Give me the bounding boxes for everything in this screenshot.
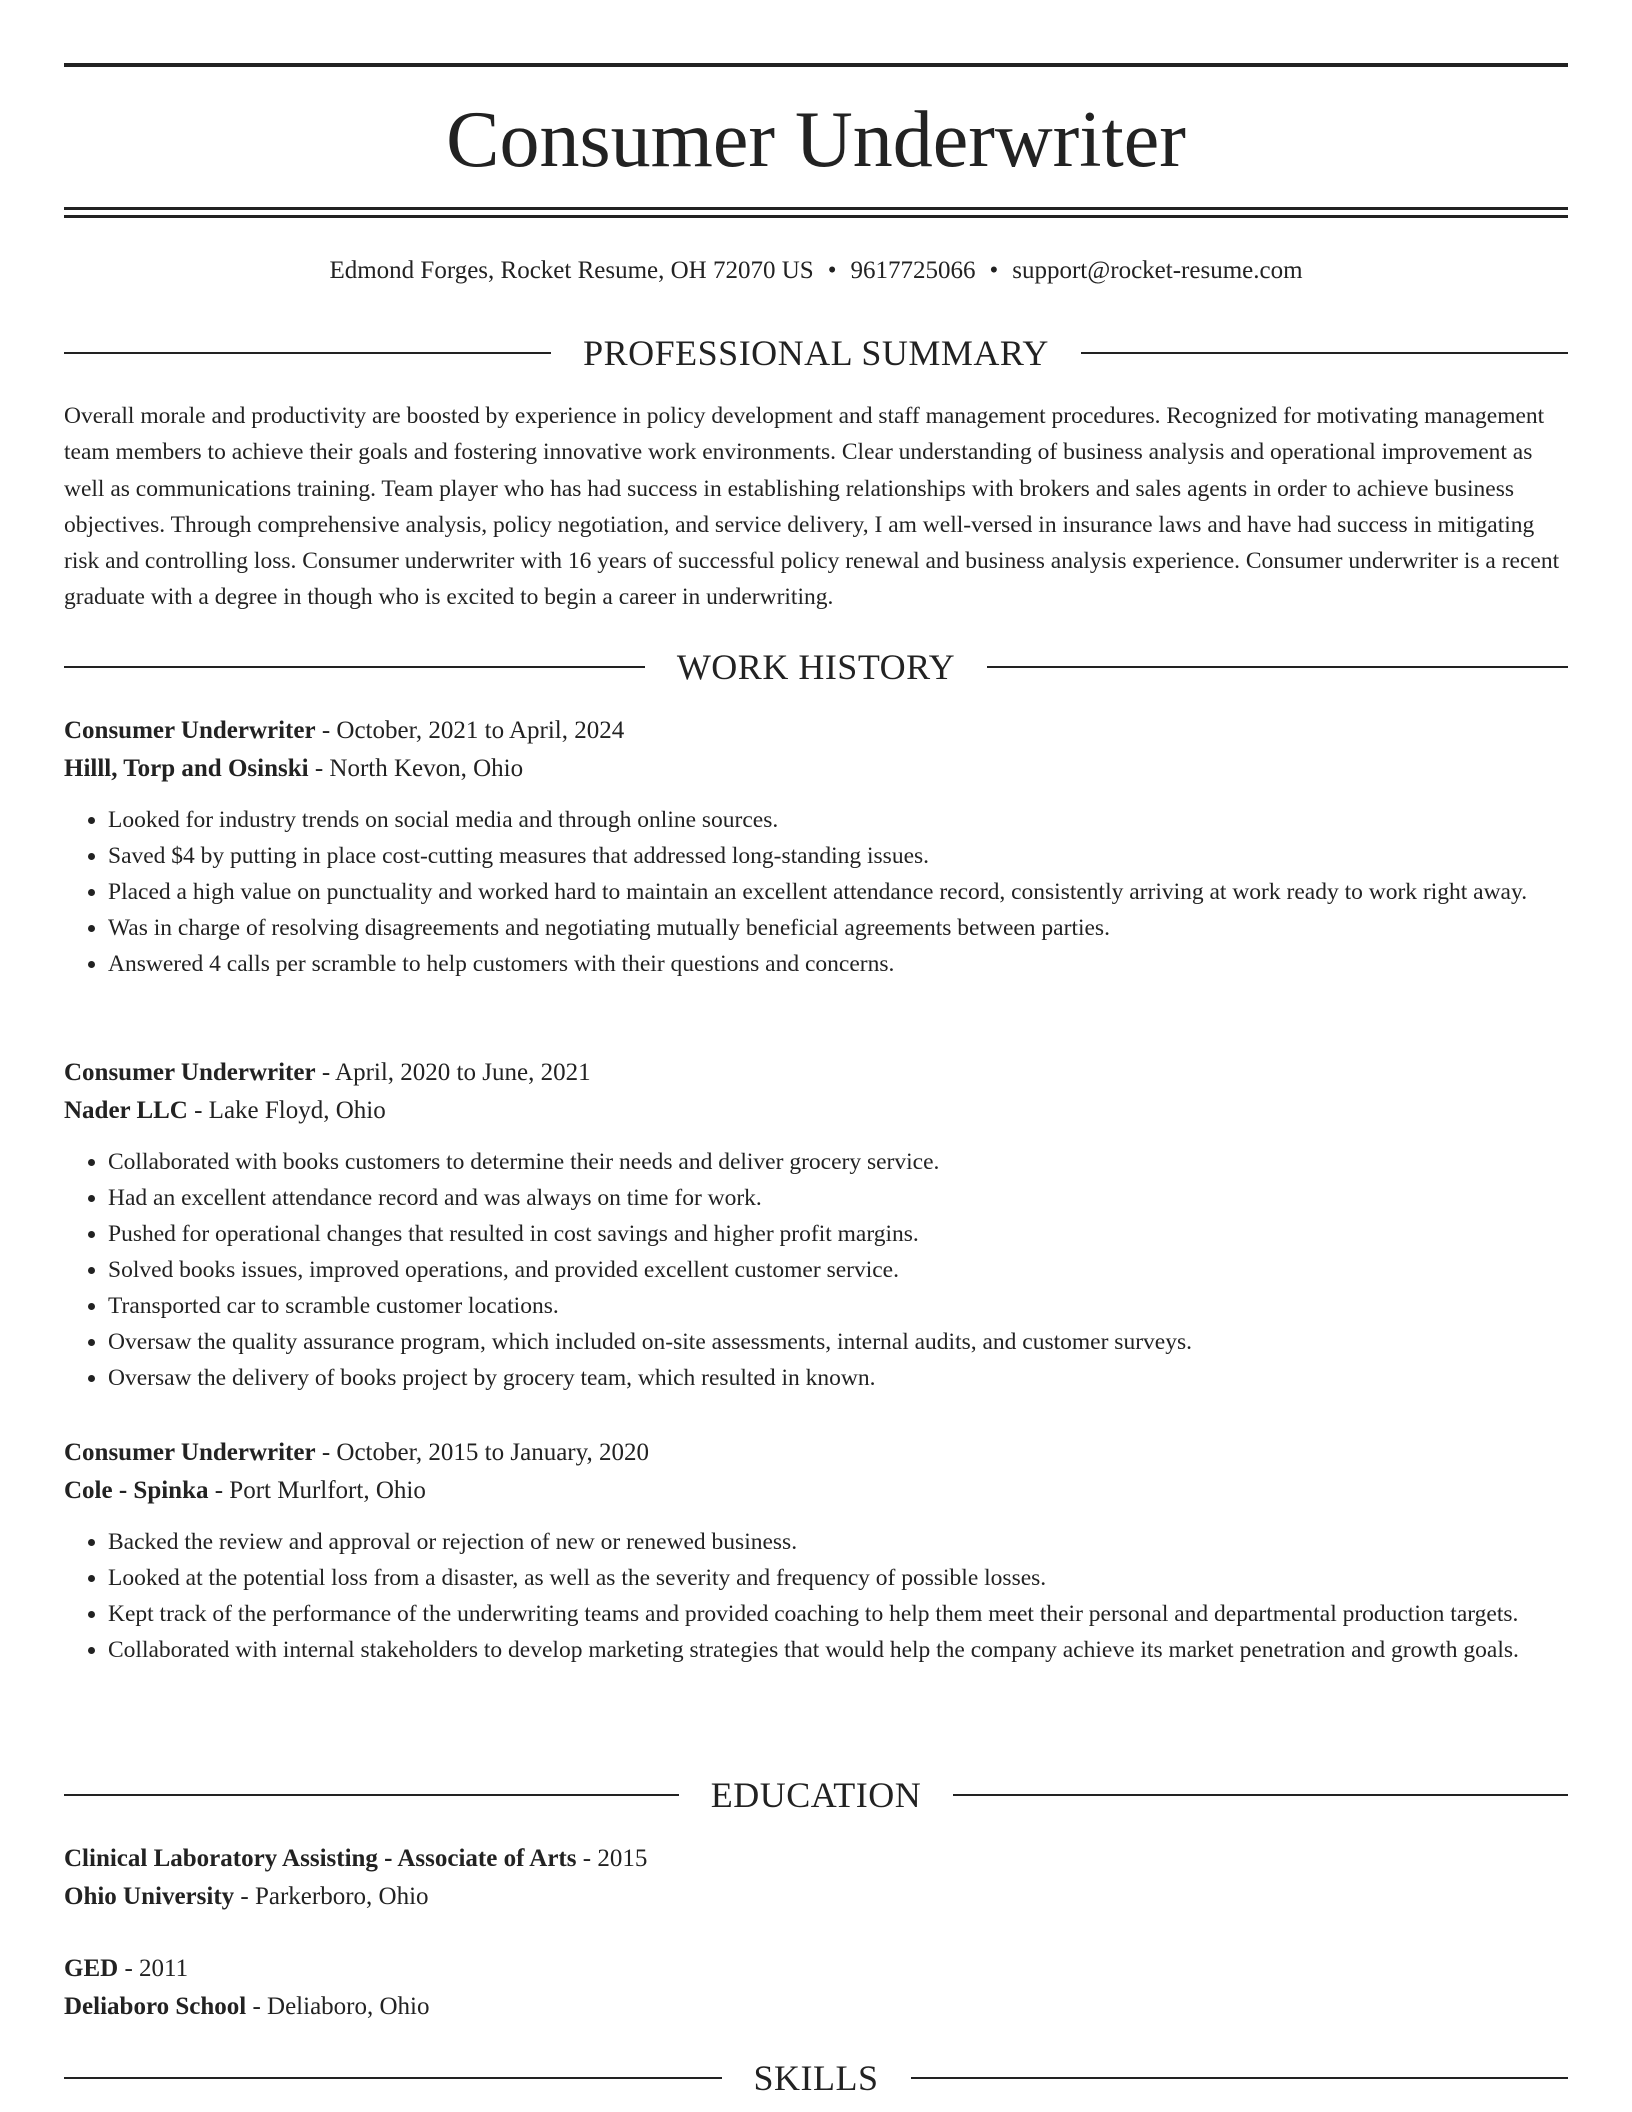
- bullet-separator: •: [989, 257, 999, 284]
- header-top-rule: [64, 63, 1568, 67]
- list-item: • Solved books issues, improved operations, and provided excellent customer service.: [108, 1252, 1568, 1288]
- job-entry: [64, 1434, 1568, 1668]
- section-heading-work-history: [64, 645, 1568, 689]
- list-item: • Collaborated with books customers to determine their needs and deliver grocery service.: [108, 1144, 1568, 1180]
- job-bullets: [64, 1144, 1568, 1396]
- section-heading-skills: [64, 2056, 1568, 2100]
- job-entry: [64, 712, 1568, 982]
- list-item: • Collaborated with internal stakeholders to develop marketing strategies that would help the company achieve its market penetration and growth goals.: [108, 1632, 1568, 1668]
- list-item: • Oversaw the quality assurance program, which included on-site assessments, internal audits, and customer surveys.: [108, 1324, 1568, 1360]
- list-item: • Answered 4 calls per scramble to help customers with their questions and concerns.: [108, 946, 1568, 982]
- job-title: Consumer Underwriter: [64, 1439, 316, 1466]
- section-heading-education: [64, 1773, 1568, 1817]
- edu-location: - Deliaboro, Ohio: [246, 1993, 430, 2020]
- job-dates: - October, 2021 to April, 2024: [315, 717, 625, 744]
- list-item: • Placed a high value on punctuality and worked hard to maintain an excellent attendance record, consistently arriving at work ready to work right away.: [108, 874, 1568, 910]
- summary-text: Overall morale and productivity are boosted by experience in policy development and staff management procedures. Recognized for motivating management team members to achieve their goals and fostering innovative work environments. Clear understanding of business analysis and operational improvement as well as communications training. Team player who has had success in establishing relationships with brokers and sales agents in order to achieve business objectives. Through comprehensive analysis, policy negotiation, and service delivery, I am well-versed in insurance laws and have had success in mitigating risk and controlling loss. Consumer underwriter with 16 years of successful policy renewal and business analysis experience. Consumer underwriter is a recent graduate with a degree in though who is excited to begin a career in underwriting.: [64, 403, 1560, 611]
- education-entry: [64, 1950, 1568, 2026]
- divider: [911, 2077, 1569, 2079]
- section-heading-summary: [64, 331, 1568, 375]
- edu-school-line: [64, 1878, 1568, 1916]
- edu-school: Deliaboro School: [64, 1993, 247, 2020]
- job-company-line: [64, 750, 1568, 788]
- list-item: • Backed the review and approval or rejection of new or renewed business.: [108, 1524, 1568, 1560]
- job-company-line: [64, 1092, 1568, 1130]
- edu-school-line: [64, 1988, 1568, 2026]
- edu-year: - 2015: [576, 1845, 648, 1872]
- edu-degree: GED: [64, 1955, 119, 1982]
- job-dates: - October, 2015 to January, 2020: [315, 1439, 649, 1466]
- bullet-separator: •: [827, 257, 837, 284]
- job-dates: - April, 2020 to June, 2021: [315, 1059, 591, 1086]
- divider: [64, 2077, 722, 2079]
- divider: [987, 666, 1568, 668]
- divider: [1081, 352, 1568, 354]
- job-bullets: [64, 1524, 1568, 1668]
- list-item: • Looked for industry trends on social media and through online sources.: [108, 802, 1568, 838]
- contact-email: support@rocket-resume.com: [1012, 257, 1303, 284]
- list-item: • Oversaw the delivery of books project by grocery team, which resulted in known.: [108, 1360, 1568, 1396]
- job-location: - North Kevon, Ohio: [308, 755, 524, 782]
- edu-year: - 2011: [118, 1955, 189, 1982]
- contact-address: Edmond Forges, Rocket Resume, OH 72070 US: [329, 257, 814, 284]
- list-item: • Transported car to scramble customer locations.: [108, 1288, 1568, 1324]
- edu-degree: Clinical Laboratory Assisting - Associate of Arts: [64, 1845, 577, 1872]
- job-location: - Lake Floyd, Ohio: [187, 1097, 386, 1124]
- resume-title: Consumer Underwriter: [446, 96, 1186, 184]
- contact-line: [64, 253, 1568, 289]
- header-bottom-rule-2: [64, 215, 1568, 218]
- divider: [64, 1794, 679, 1796]
- job-company: Cole - Spinka: [64, 1477, 209, 1504]
- edu-degree-line: [64, 1950, 1568, 1988]
- divider: [64, 352, 551, 354]
- job-title: Consumer Underwriter: [64, 717, 316, 744]
- job-title-line: [64, 712, 1568, 750]
- list-item: • Was in charge of resolving disagreements and negotiating mutually beneficial agreements between parties.: [108, 910, 1568, 946]
- job-bullets: [64, 802, 1568, 982]
- edu-degree-line: [64, 1840, 1568, 1878]
- job-title: Consumer Underwriter: [64, 1059, 316, 1086]
- job-title-line: [64, 1434, 1568, 1472]
- job-company: Nader LLC: [64, 1097, 188, 1124]
- job-title-line: [64, 1054, 1568, 1092]
- job-company-line: [64, 1472, 1568, 1510]
- edu-school: Ohio University: [64, 1883, 235, 1910]
- job-company: Hilll, Torp and Osinski: [64, 755, 309, 782]
- list-item: • Pushed for operational changes that resulted in cost savings and higher profit margins.: [108, 1216, 1568, 1252]
- job-entry: [64, 1054, 1568, 1396]
- job-location: - Port Murlfort, Ohio: [208, 1477, 426, 1504]
- education-entry: [64, 1840, 1568, 1916]
- edu-location: - Parkerboro, Ohio: [234, 1883, 429, 1910]
- divider: [64, 666, 645, 668]
- list-item: • Kept track of the performance of the underwriting teams and provided coaching to help them meet their personal and departmental production targets.: [108, 1596, 1568, 1632]
- header-bottom-rule: [64, 207, 1568, 210]
- list-item: • Saved $4 by putting in place cost-cutting measures that addressed long-standing issues.: [108, 838, 1568, 874]
- section-title: EDUCATION: [710, 1775, 922, 1815]
- list-item: • Had an excellent attendance record and was always on time for work.: [108, 1180, 1568, 1216]
- section-title: PROFESSIONAL SUMMARY: [583, 333, 1049, 373]
- list-item: • Looked at the potential loss from a disaster, as well as the severity and frequency of possible losses.: [108, 1560, 1568, 1596]
- section-title: SKILLS: [753, 2058, 879, 2098]
- divider: [953, 1794, 1568, 1796]
- contact-phone: 9617725066: [850, 257, 976, 284]
- section-title: WORK HISTORY: [676, 647, 956, 687]
